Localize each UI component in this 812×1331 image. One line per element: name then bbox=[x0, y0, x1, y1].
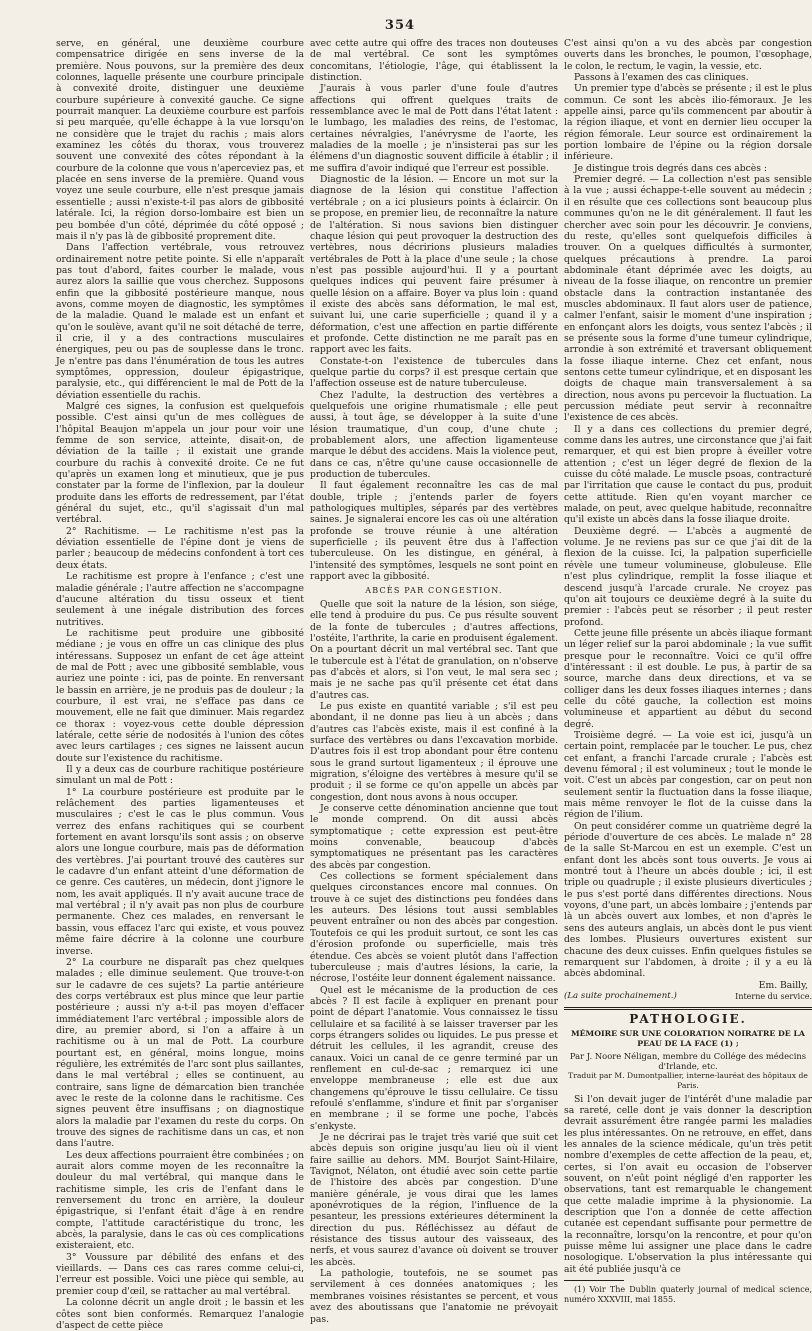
paragraph: Troisième degré. — La voie est ici, jusqu'à un certain point, remplacée par le toucher. Le pus, chez cet enfant, a franchi l'arcade crurale ; l'abcès est devenu fémoral ; il est volumineux ; tout le monde le voit. C'est un abcès par congestion, car on peut non seulement sentir la fluctuation dans la fosse iliaque, mais même renvoyer le flot de la cuisse dans la région de l'ilium. bbox=[564, 729, 812, 821]
paragraph: Deuxième degré. — L'abcès a augmenté de volume. Je ne reviens pas sur ce que j'ai dit de la flexion de la cuisse. Ici, la palpation superficielle révèle une tumeur volumineuse, globuleuse. Elle n'est plus cylindrique, remplit la fosse iliaque et descend jusqu'à l'arcade crurale. Ne croyez pas qu'on ait toujours ce deuxième degré à la suite du premier : l'abcès peut se résorber ; il peut rester profond. bbox=[564, 525, 812, 628]
section-heading-pathologie: PATHOLOGIE. bbox=[629, 1012, 747, 1027]
paragraph: Constate-t-on l'existence de tubercules dans quelque partie du corps? il est presque certain que l'affection osseuse est de nature tuberculeuse. bbox=[310, 355, 558, 390]
footnote-divider bbox=[564, 1280, 624, 1281]
paragraph: Le rachitisme est propre à l'enfance ; c'est une maladie générale ; l'autre affection ne s'accompagne d'aucune altération du tissu osseux et tient seulement à une inégale distribution des forces nutritives. bbox=[56, 571, 304, 628]
paragraph: Il y a deux cas de courbure rachitique postérieure simulant un mal de Pott : bbox=[56, 764, 304, 787]
signature-row bbox=[564, 991, 812, 1002]
article-byline: Par J. Noore Néligan, membre du Collége des médecins d'Irlande, etc. bbox=[569, 1050, 807, 1071]
section-heading: ABCÈS PAR CONGESTION. bbox=[365, 585, 503, 595]
paragraph: Ces collections se forment spécialement dans quelques circonstances encore mal connues. On trouve à ce sujet des distinctions peu fondées dans les auteurs. Des lésions tout aussi semblables peuvent entraîner ou non des abcès par congestion. Toutefois ce qui les produit surtout, ce sont les cas d'érosion profonde ou superficielle, mais très étendue. Ces abcès se voient plutôt dans l'affection tuberculeuse ; mais d'autres lésions, la carie, la nécrose, l'ostéite leur donnent également naissance. bbox=[310, 871, 558, 985]
article-title: MÉMOIRE SUR UNE COLORATION NOIRATRE DE LA PEAU DE LA FACE (1) ; bbox=[570, 1028, 805, 1048]
column-left bbox=[56, 38, 304, 1331]
section-divider bbox=[564, 1007, 812, 1010]
article-translator: Traduit par M. Dumontpallier, interne-lauréat des hôpitaux de Paris. bbox=[568, 1070, 808, 1090]
paragraph: Je ne décrirai pas le trajet très varié que suit cet abcès depuis son origine jusqu'au lieu où il vient faire saillie au dehors. MM. Bourjot Saint-Hilaire, Tavignot, Nélaton, ont étudié avec soin cette partie de l'histoire des abcès par congestion. D'une manière générale, je vous dirai que les lames aponévrotiques de la région, l'influence de la pesanteur, les pressions extérieures déterminent la direction du pus. Réfléchissez au défaut de résistance des tissus autour des vaisseaux, des nerfs, et vous saurez d'avance où doivent se trouver les abcès. bbox=[310, 1132, 558, 1268]
column-middle bbox=[310, 38, 558, 1325]
paragraph: 1° La courbure postérieure est produite par le relâchement des parties ligamenteuses et musculaires ; c'est le cas le plus commun. Vous verrez des enfans rachitiques qui se courbent fortement en avant lorsqu'ils sont assis ; on observe alors une longue courbure, mais pas de déformation des vertèbres. J'ai pourtant trouvé des cautères sur le cadavre d'un enfant atteint d'une déformation de ce genre. Ces cautères, un médecin, dont j'ignore le nom, les avait appliqués. Il n'y avait aucune trace de mal vertébral ; il n'y avait pas non plus de courbure permanente. Chez ces malades, en renversant le bassin, vous effacez l'arc qui existe, et vous pouvez même faire décrire à la colonne une courbure inverse. bbox=[56, 786, 304, 957]
column-right bbox=[564, 38, 812, 1305]
paragraph: Quelle que soit la nature de la lésion, son siége, elle tend à produire du pus. Ce pus résulte souvent de la fonte de tubercules ; d'autres affections, l'ostéite, l'arthrite, la carie en produisent également. On a pourtant décrit un mal vertébral sec. Tant que le tubercule est à l'état de granulation, on n'observe pas d'abcès et alors, si l'on veut, le mal sera sec ; mais je ne sache pas qu'il présente cet état dans d'autres cas. bbox=[310, 598, 558, 701]
paragraph: Le pus existe en quantité variable ; s'il est peu abondant, il ne donne pas lieu à un abcès ; dans d'autres cas l'abcès existe, mais il est confiné à la surface des vertèbres ou dans l'excavation morbide. D'autres fois il est trop abondant pour être contenu sous le grand surtout ligamenteux ; il éprouve une migration, s'éloigne des vertèbres à mesure qu'il se produit ; il se forme ce qu'on appelle un abcès par congestion, dont nous avons à nous occuper. bbox=[310, 700, 558, 803]
paragraph: Le rachitisme peut produire une gibbosité médiane ; je vous en offre un cas clinique des plus intéressans. Supposez un enfant de cet âge atteint de mal de Pott ; avec une gibbosité semblable, vous auriez une pointe : ici, pas de pointe. En renversant le bassin en arrière, je ne produis pas de douleur ; la courbure, il est vrai, ne s'efface pas dans ce mouvement, elle ne fait que diminuer. Mais regardez ce thorax : voyez-vous cette double dépression latérale, cette série de nodosités à l'union des côtes avec leurs cartilages ; ces signes ne laissent aucun doute sur l'existence du rachitisme. bbox=[56, 627, 304, 764]
paragraph: Malgré ces signes, la confusion est quelquefois possible. C'est ainsi qu'un de mes collègues de l'hôpital Beaujon m'appela un jour pour voir une femme de son service, atteinte, disait-on, de déviation de la taille ; il existait une grande courbure du rachis à convexité droite. Ce ne fut qu'après un examen long et minutieux, que je pus constater par la forme de l'inflexion, par la douleur produite dans les efforts de redressement, par l'état général du sujet, etc., qu'il s'agissait d'un mal vertébral. bbox=[56, 401, 304, 526]
paragraph: Il y a dans ces collections du premier degré, comme dans les autres, une circonstance que j'ai fait remarquer, et qui est bien propre à éveiller votre attention ; c'est un léger degré de flexion de la cuisse du côté malade. Le muscle psoas, contracturé par l'irritation que cause le contact du pus, produit cette attitude. Rien qu'en voyant marcher ce malade, on peut, avec quelque habitude, reconnaître qu'il existe un abcès dans la fosse iliaque droite. bbox=[564, 423, 812, 526]
paragraph: Si l'on devait juger de l'intérêt d'une maladie par sa rareté, celle dont je vais donner la description devrait assurément être rangée parmi les maladies les plus intéressantes. On ne retrouve, en effet, dans les annales de la science médicale, qu'un très petit nombre d'exemples de cette affection de la peau, et, certes, si l'on avait eu occasion de l'observer souvent, on n'eût point négligé d'en rapporter les observations, tant est remarquable le changement que cette maladie imprime à la physionomie. La description que l'on a donnée de cette affection cutanée est cependant suffisante pour permettre de la reconnaître, lorsqu'on la rencontre, et pour qu'on puisse même lui assigner une place dans le cadre nosologique. L'observation la plus intéressante qui ait été publiée jusqu'à ce bbox=[564, 1093, 812, 1275]
paragraph: Passons à l'examen des cas cliniques. bbox=[574, 72, 749, 84]
author-role: Interne du service. bbox=[735, 991, 812, 1001]
paragraph: Chez l'adulte, la destruction des vertèbres a quelquefois une origine rhumatismale ; elle peut aussi, à tout âge, se développer à la suite d'une lésion traumatique, d'un coup, d'une chute ; probablement alors, une affection ligamenteuse marque le début des accidens. Mais la violence peut, dans ce cas, n'être qu'une cause occasionnelle de production de tubercules. bbox=[310, 389, 558, 481]
paragraph: Les deux affections pourraient être combinées ; on aurait alors comme moyen de les reconnaître la douleur du mal vertébral, qui manque dans le rachitisme simple, les cris de l'enfant dans le renversement du tronc en arrière, la douleur épigastrique, si l'enfant était d'âge à en rendre compte, l'attitude caractéristique du tronc, les abcès, la paralysie, dans le cas où ces complications existeraient, etc. bbox=[56, 1149, 304, 1252]
author-signature: Em. Bailly, bbox=[758, 979, 808, 991]
paragraph: Diagnostic de la lésion. — Encore un mot sur la diagnose de la lésion qui constitue l'affection vertébrale ; on a ici plusieurs points à éclaircir. On se propose, en premier lieu, de reconnaître la nature de l'altération. Si nous savions bien distinguer chaque lésion qui peut provoquer la destruction des vertèbres, nous décririons plusieurs maladies vertébrales de Pott à la place d'une seule ; la chose n'est pas possible aujourd'hui. Il y a pourtant quelques indices qui peuvent faire présumer à quelle lésion on a affaire. Boyer va plus loin : quand il existe des abcès sans déformation, le mal est, suivant lui, une carie superficielle ; quand il y a déformation, c'est une affection en partie différente et profonde. Cette distinction ne me paraît pas en rapport avec les faits. bbox=[310, 174, 558, 356]
paragraph: C'est ainsi qu'on a vu des abcès par congestion ouverts dans les bronches, le poumon, l'œsophage, le colon, le rectum, le vagin, la vessie, etc. bbox=[564, 38, 812, 72]
footnote: (1) Voir The Dublin quaterly journal of medical science, numéro XXXVIII, mai 1855. bbox=[564, 1285, 812, 1305]
paragraph: serve, en général, une deuxième courbure compensatrice dirigée en sens inverse de la première. Nous pouvons, sur la première des deux colonnes, laquelle présente une courbure principale à convexité droite, distinguer une deuxième courbure supérieure à convexité gauche. Ce signe pourrait manquer. La deuxième courbure est parfois si peu marquée, qu'elle échappe à la vue lorsqu'on ne considère que le trajet du rachis ; mais alors examinez les côtés du thorax, vous trouverez souvent une convexité des côtes répondant à la courbure de la colonne que vous n'aperceviez pas, et placée en sens inverse de la première. Quand vous voyez une seule courbure, elle n'est presque jamais essentielle ; aussi n'existe-t-il pas alors de gibbosité latérale. Ici, la région dorso-lombaire est bien un peu bombée d'un côté, déprimée du côté opposé ; mais il n'y pas là de gibbosité proprement dite. bbox=[56, 38, 304, 242]
paragraph: Je distingue trois degrés dans ces abcès : bbox=[574, 162, 767, 174]
paragraph: 2° La courbure ne disparaît pas chez quelques malades ; elle diminue seulement. Que trouve-t-on sur le cadavre de ces sujets? La partie antérieure des corps vertébraux est plus mince que leur partie postérieure ; aussi n'y a-t-il pas moyen d'effacer immédiatement l'arc vertébral ; impossible alors de dire, au premier abord, si l'on a affaire à un rachitisme ou à un mal de Pott. La courbure pourtant est, en général, moins longue, moins régulière, les extrémités de l'arc sont plus saillantes, dans le mal vertébral ; elles se continuent, au contraire, sans ligne de démarcation bien tranchée avec le reste de la colonne dans le rachitisme. Ces signes peuvent être insuffisans ; on diagnostique alors la maladie par l'examen du reste du corps. On trouve des signes de rachitisme dans un cas, et non dans l'autre. bbox=[56, 956, 304, 1150]
paragraph: 3° Voussure par débilité des enfans et des vieillards. — Dans ces cas rares comme celui-ci, l'erreur est possible. Voici une pièce qui semble, au premier coup d'œil, se rattacher au mal vertébral. bbox=[56, 1251, 304, 1297]
paragraph: J'aurais à vous parler d'une foule d'autres affections qui offrent quelques traits de ressemblance avec le mal de Pott dans l'état latent : le lumbago, les maladies des reins, de l'estomac, certaines névralgies, l'anévrysme de l'aorte, les maladies de la moelle ; je n'insisterai pas sur les élémens d'un diagnostic souvent difficile à établir ; il me suffira d'avoir indiqué que l'erreur est possible. bbox=[310, 83, 558, 174]
continuation-note: (La suite prochainement.) bbox=[564, 990, 677, 1001]
paragraph: Un premier type d'abcès se présente ; il est le plus commun. Ce sont les abcès ilio-fémoraux. Je les appelle ainsi, parce qu'ils commencent par aboutir à la région iliaque, et vont en dernier lieu occuper la région fémorale. Leur source est ordinairement la portion lombaire de l'épine ou la région dorsale inférieure. bbox=[564, 83, 812, 163]
paragraph: Dans l'affection vertébrale, vous retrouvez ordinairement notre petite pointe. Si elle n'apparaît pas tout d'abord, faites courber le malade, vous aurez alors la saillie que vous cherchez. Supposons enfin que la gibbosité postérieure manque, nous avons, comme moyen de diagnostic, les symptômes de la maladie. Quand le malade est un enfant et qu'on le soulève, avant qu'il ne soit détaché de terre, il crie, il y a des contractions musculaires énergiques, peu ou pas de souplesse dans le tronc. Je n'entre pas dans l'énumération de tous les autres symptômes, oppression, douleur épigastrique, paralysie, etc., qui différencient le mal de Pott de la déviation essentielle du rachis. bbox=[56, 242, 304, 401]
paragraph: La pathologie, toutefois, ne se soumet pas servilement à ces données anatomiques ; les membranes voisines résistantes se percent, et vous avez des aboutissans que l'anatomie ne prévoyait pas. bbox=[310, 1268, 558, 1325]
paragraph: Je conserve cette dénomination ancienne que tout le monde comprend. On dit aussi abcès symptomatique ; cette expression est peut-être moins convenable, beaucoup d'abcès symptomatiques ne présentant pas les caractères des abcès par congestion. bbox=[310, 803, 558, 871]
paragraph: 2° Rachitisme. — Le rachitisme n'est pas la déviation essentielle de l'épine dont je viens de parler ; beaucoup de médecins confondent à tort ces deux états. bbox=[56, 525, 304, 571]
paragraph: Quel est le mécanisme de la production de ces abcès ? Il est facile à expliquer en prenant pour point de départ l'anatomie. Vous connaissez le tissu cellulaire et sa facilité à se laisser traverser par les corps étrangers solides ou liquides. Le pus presse et détruit les cellules, il les agrandit, creuse des canaux. Voici un canal de ce genre terminé par un renflement en cul-de-sac ; remarquez ici une enveloppe membraneuse ; elle est due aux changemens qu'éprouve le tissu cellulaire. Ce tissu refoulé s'enflamme, s'indure et finit par s'organiser en membrane ; il se forme une poche, l'abcès s'enkyste. bbox=[310, 984, 558, 1132]
paragraph: avec cette autre qui offre des traces non douteuses de mal vertébral. Ce sont les symptômes concomitans, l'étiologie, l'âge, qui établissent la distinction. bbox=[310, 38, 558, 84]
paragraph: Cette jeune fille présente un abcès iliaque formant un léger relief sur la paroi abdominale ; la vue suffit presque pour le reconnaître. Voici ce qu'il offre d'intéressant : il est double. Le pus, à partir de sa source, marche dans deux directions, et va se colliger dans les deux fosses iliaques internes ; dans celle du côté gauche, la collection est moins volumineuse et appartient au début du second degré. bbox=[564, 627, 812, 730]
paragraph: Premier degré. — La collection n'est pas sensible à la vue ; aussi échappe-t-elle souvent au médecin ; il en résulte que ces collections sont beaucoup plus communes qu'on ne le dit généralement. Il faut les chercher avec soin pour les découvrir. Je conviens, du reste, qu'elles sont quelquefois difficiles à trouver. On a quelques difficultés à surmonter, quelques précautions à prendre. La paroi abdominale étant déprimée avec les doigts, au niveau de la fosse iliaque, on rencontre un premier obstacle dans la contraction instantanée des muscles abdominaux. Il faut alors user de patience, calmer l'enfant, saisir le moment d'une inspiration ; en enfonçant alors les doigts, vous sentez l'abcès ; il se présente sous la forme d'une tumeur cylindrique, arrondie à son extrémité et traversant obliquement la fosse iliaque interne. Chez cet enfant, nous sentons cette tumeur cylindrique, et en disposant les doigts de chaque main transversalement à sa direction, nous avons pu percevoir la fluctuation. La percussion médiate peut servir à reconnaître l'existence de ces abcès. bbox=[564, 174, 812, 424]
paragraph: On peut considérer comme un quatrième degré la période d'ouverture de ces abcès. Le malade n° 28 de la salle St-Marcou en est un exemple. C'est un enfant dont les abcès sont tous ouverts. Je vous ai montré tout à l'heure un abcès double ; ici, il est triple ou quadruple ; il existe plusieurs diverticules ; le pus s'est porté dans différentes directions. Nous voyons, d'une part, un abcès lombaire ; j'entends par là un abcès ouvert aux lombes, et non d'après le sens des auteurs anglais, un abcès dont le pus vient des lombes. Plusieurs ouvertures existent sur chacune des deux cuisses. Enfin quelques fistules se remarquent sur l'abdomen, à droite ; il y a eu là abcès abdominal. bbox=[564, 820, 812, 980]
paragraph: La colonne décrit un angle droit ; le bassin et les côtes sont bien conformés. Remarquez l'analogie d'aspect de cette pièce bbox=[56, 1297, 304, 1331]
page-number: 354 bbox=[384, 18, 416, 33]
paragraph: Il faut également reconnaître les cas de mal double, triple ; j'entends parler de foyers pathologiques multiples, séparés par des vertèbres saines. Je signalerai encore les cas où une altération profonde se trouve réunie à une altération superficielle ; ils peuvent être dus à l'affection tuberculeuse. On les distingue, en général, à l'intensité des symptômes, lesquels ne sont point en rapport avec la gibbosité. bbox=[310, 480, 558, 583]
